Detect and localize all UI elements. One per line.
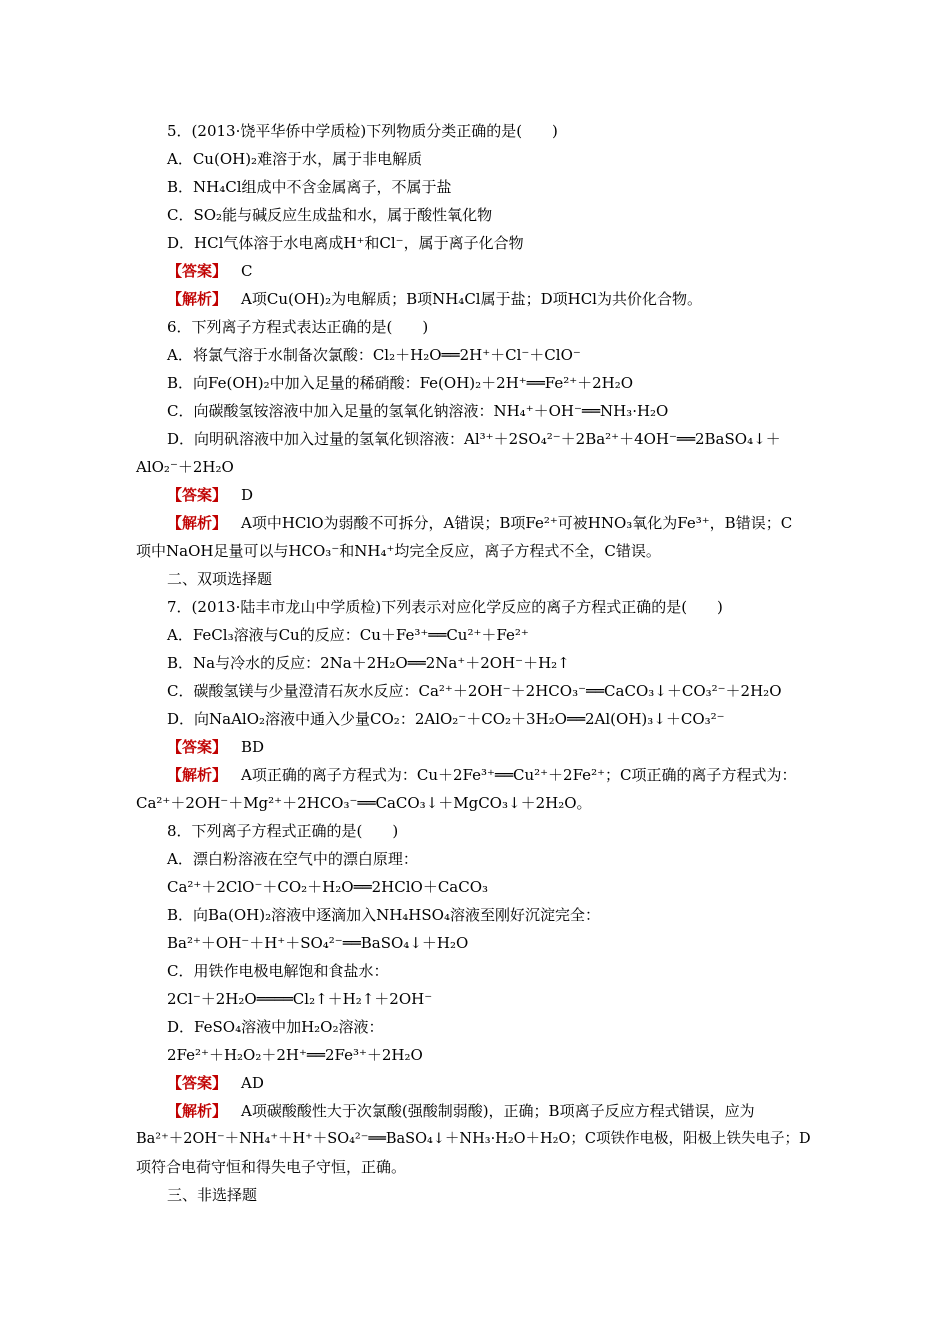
q8-option-a-line2: Ca²⁺＋2ClO⁻＋CO₂＋H₂O══2HClO＋CaCO₃ xyxy=(167,878,489,896)
q5-option-d: D．HCl气体溶于水电离成H⁺和Cl⁻，属于离子化合物 xyxy=(167,234,524,252)
q8-answer: AD xyxy=(241,1074,264,1092)
q7-option-c: C．碳酸氢镁与少量澄清石灰水反应：Ca²⁺＋2OH⁻＋2HCO₃⁻══CaCO₃↓＋CO₃²⁻＋2H₂O xyxy=(167,682,782,700)
q6-option-c: C．向碳酸氢铵溶液中加入足量的氢氧化钠溶液：NH₄⁺＋OH⁻══NH₃·H₂O xyxy=(167,402,669,420)
q7-analysis-text1: A项正确的离子方程式为：Cu＋2Fe³⁺══Cu²⁺＋2Fe²⁺；C项正确的离子方程式为： xyxy=(241,766,797,784)
q5-answer-line xyxy=(167,261,253,281)
q7-answer-label: 【答案】 xyxy=(167,738,228,756)
q6-option-a: A．将氯气溶于水制备次氯酸：Cl₂＋H₂O══2H⁺＋Cl⁻＋ClO⁻ xyxy=(167,346,581,364)
q8-option-d-line1: D．FeSO₄溶液中加H₂O₂溶液： xyxy=(167,1018,384,1036)
q5-option-a: A．Cu(OH)₂难溶于水，属于非电解质 xyxy=(167,150,423,168)
q8-option-d-line2: 2Fe²⁺＋H₂O₂＋2H⁺══2Fe³⁺＋2H₂O xyxy=(167,1046,423,1064)
q6-option-d-line2: AlO₂⁻＋2H₂O xyxy=(136,458,234,476)
q8-option-b-line2: Ba²⁺＋OH⁻＋H⁺＋SO₄²⁻══BaSO₄↓＋H₂O xyxy=(167,934,469,952)
q8-option-c-line1: C．用铁作电极电解饱和食盐水： xyxy=(167,962,389,980)
q8-analysis-line1 xyxy=(167,1101,755,1121)
q8-option-c-line2: 2Cl⁻＋2H₂O════Cl₂↑＋H₂↑＋2OH⁻ xyxy=(167,990,433,1008)
q6-option-b: B．向Fe(OH)₂中加入足量的稀硝酸：Fe(OH)₂＋2H⁺══Fe²⁺＋2H₂O xyxy=(167,374,634,392)
q7-option-d: D．向NaAlO₂溶液中通入少量CO₂：2AlO₂⁻＋CO₂＋3H₂O══2Al(OH)₃↓＋CO₃²⁻ xyxy=(167,710,725,728)
q5-answer: C xyxy=(241,262,253,280)
q6-answer-label: 【答案】 xyxy=(167,486,228,504)
q8-analysis-line2: Ba²⁺＋2OH⁻＋NH₄⁺＋H⁺＋SO₄²⁻══BaSO₄↓＋NH₃·H₂O＋H₂O；C项铁作电极，阳极上铁失电子；D xyxy=(136,1131,811,1147)
q8-answer-label: 【答案】 xyxy=(167,1074,228,1092)
section-2-heading: 二、双项选择题 xyxy=(167,570,273,588)
q8-stem: 8．下列离子方程式正确的是( ) xyxy=(167,822,399,840)
q6-analysis-label: 【解析】 xyxy=(167,514,228,532)
q8-option-a-line1: A．漂白粉溶液在空气中的漂白原理： xyxy=(167,850,418,868)
q5-option-b: B．NH₄Cl组成中不含金属离子，不属于盐 xyxy=(167,178,452,196)
q8-analysis-text1: A项碳酸酸性大于次氯酸(强酸制弱酸)，正确；B项离子反应方程式错误，应为 xyxy=(241,1102,755,1120)
q6-analysis-line1 xyxy=(167,513,792,533)
q7-answer: BD xyxy=(241,738,265,756)
q5-analysis: A项Cu(OH)₂为电解质；B项NH₄Cl属于盐；D项HCl为共价化合物。 xyxy=(241,290,702,308)
q7-analysis-line2: Ca²⁺＋2OH⁻＋Mg²⁺＋2HCO₃⁻══CaCO₃↓＋MgCO₃↓＋2H₂O。 xyxy=(136,794,592,812)
q8-analysis-line3: 项符合电荷守恒和得失电子守恒，正确。 xyxy=(136,1158,407,1176)
q6-answer-line xyxy=(167,485,253,505)
q6-analysis-line2: 项中NaOH足量可以与HCO₃⁻和NH₄⁺均完全反应，离子方程式不全，C错误。 xyxy=(136,542,661,560)
q6-analysis-text1: A项中HClO为弱酸不可拆分，A错误；B项Fe²⁺可被HNO₃氧化为Fe³⁺，B错误；C xyxy=(241,514,793,532)
q7-answer-line xyxy=(167,737,264,757)
q8-option-b-line1: B．向Ba(OH)₂溶液中逐滴加入NH₄HSO₄溶液至刚好沉淀完全： xyxy=(167,906,600,924)
q5-analysis-line xyxy=(167,289,702,309)
q7-analysis-label: 【解析】 xyxy=(167,766,228,784)
q6-option-d-line1: D．向明矾溶液中加入过量的氢氧化钡溶液：Al³⁺＋2SO₄²⁻＋2Ba²⁺＋4OH⁻══2BaSO₄↓＋ xyxy=(167,430,781,448)
q5-answer-label: 【答案】 xyxy=(167,262,228,280)
q8-analysis-label: 【解析】 xyxy=(167,1102,228,1120)
q5-analysis-label: 【解析】 xyxy=(167,290,228,308)
q7-option-b: B．Na与冷水的反应：2Na＋2H₂O══2Na⁺＋2OH⁻＋H₂↑ xyxy=(167,654,570,672)
q5-option-c: C．SO₂能与碱反应生成盐和水，属于酸性氧化物 xyxy=(167,206,493,224)
q7-option-a: A．FeCl₃溶液与Cu的反应：Cu＋Fe³⁺══Cu²⁺＋Fe²⁺ xyxy=(167,626,529,644)
q8-answer-line xyxy=(167,1073,264,1093)
q7-analysis-line1 xyxy=(167,765,796,785)
q6-stem: 6．下列离子方程式表达正确的是( ) xyxy=(167,318,429,336)
q5-stem: 5．(2013·饶平华侨中学质检)下列物质分类正确的是( ) xyxy=(167,122,558,140)
q7-stem: 7．(2013·陆丰市龙山中学质检)下列表示对应化学反应的离子方程式正确的是( ) xyxy=(167,598,723,616)
q6-answer: D xyxy=(241,486,254,504)
section-3-heading: 三、非选择题 xyxy=(167,1186,258,1204)
